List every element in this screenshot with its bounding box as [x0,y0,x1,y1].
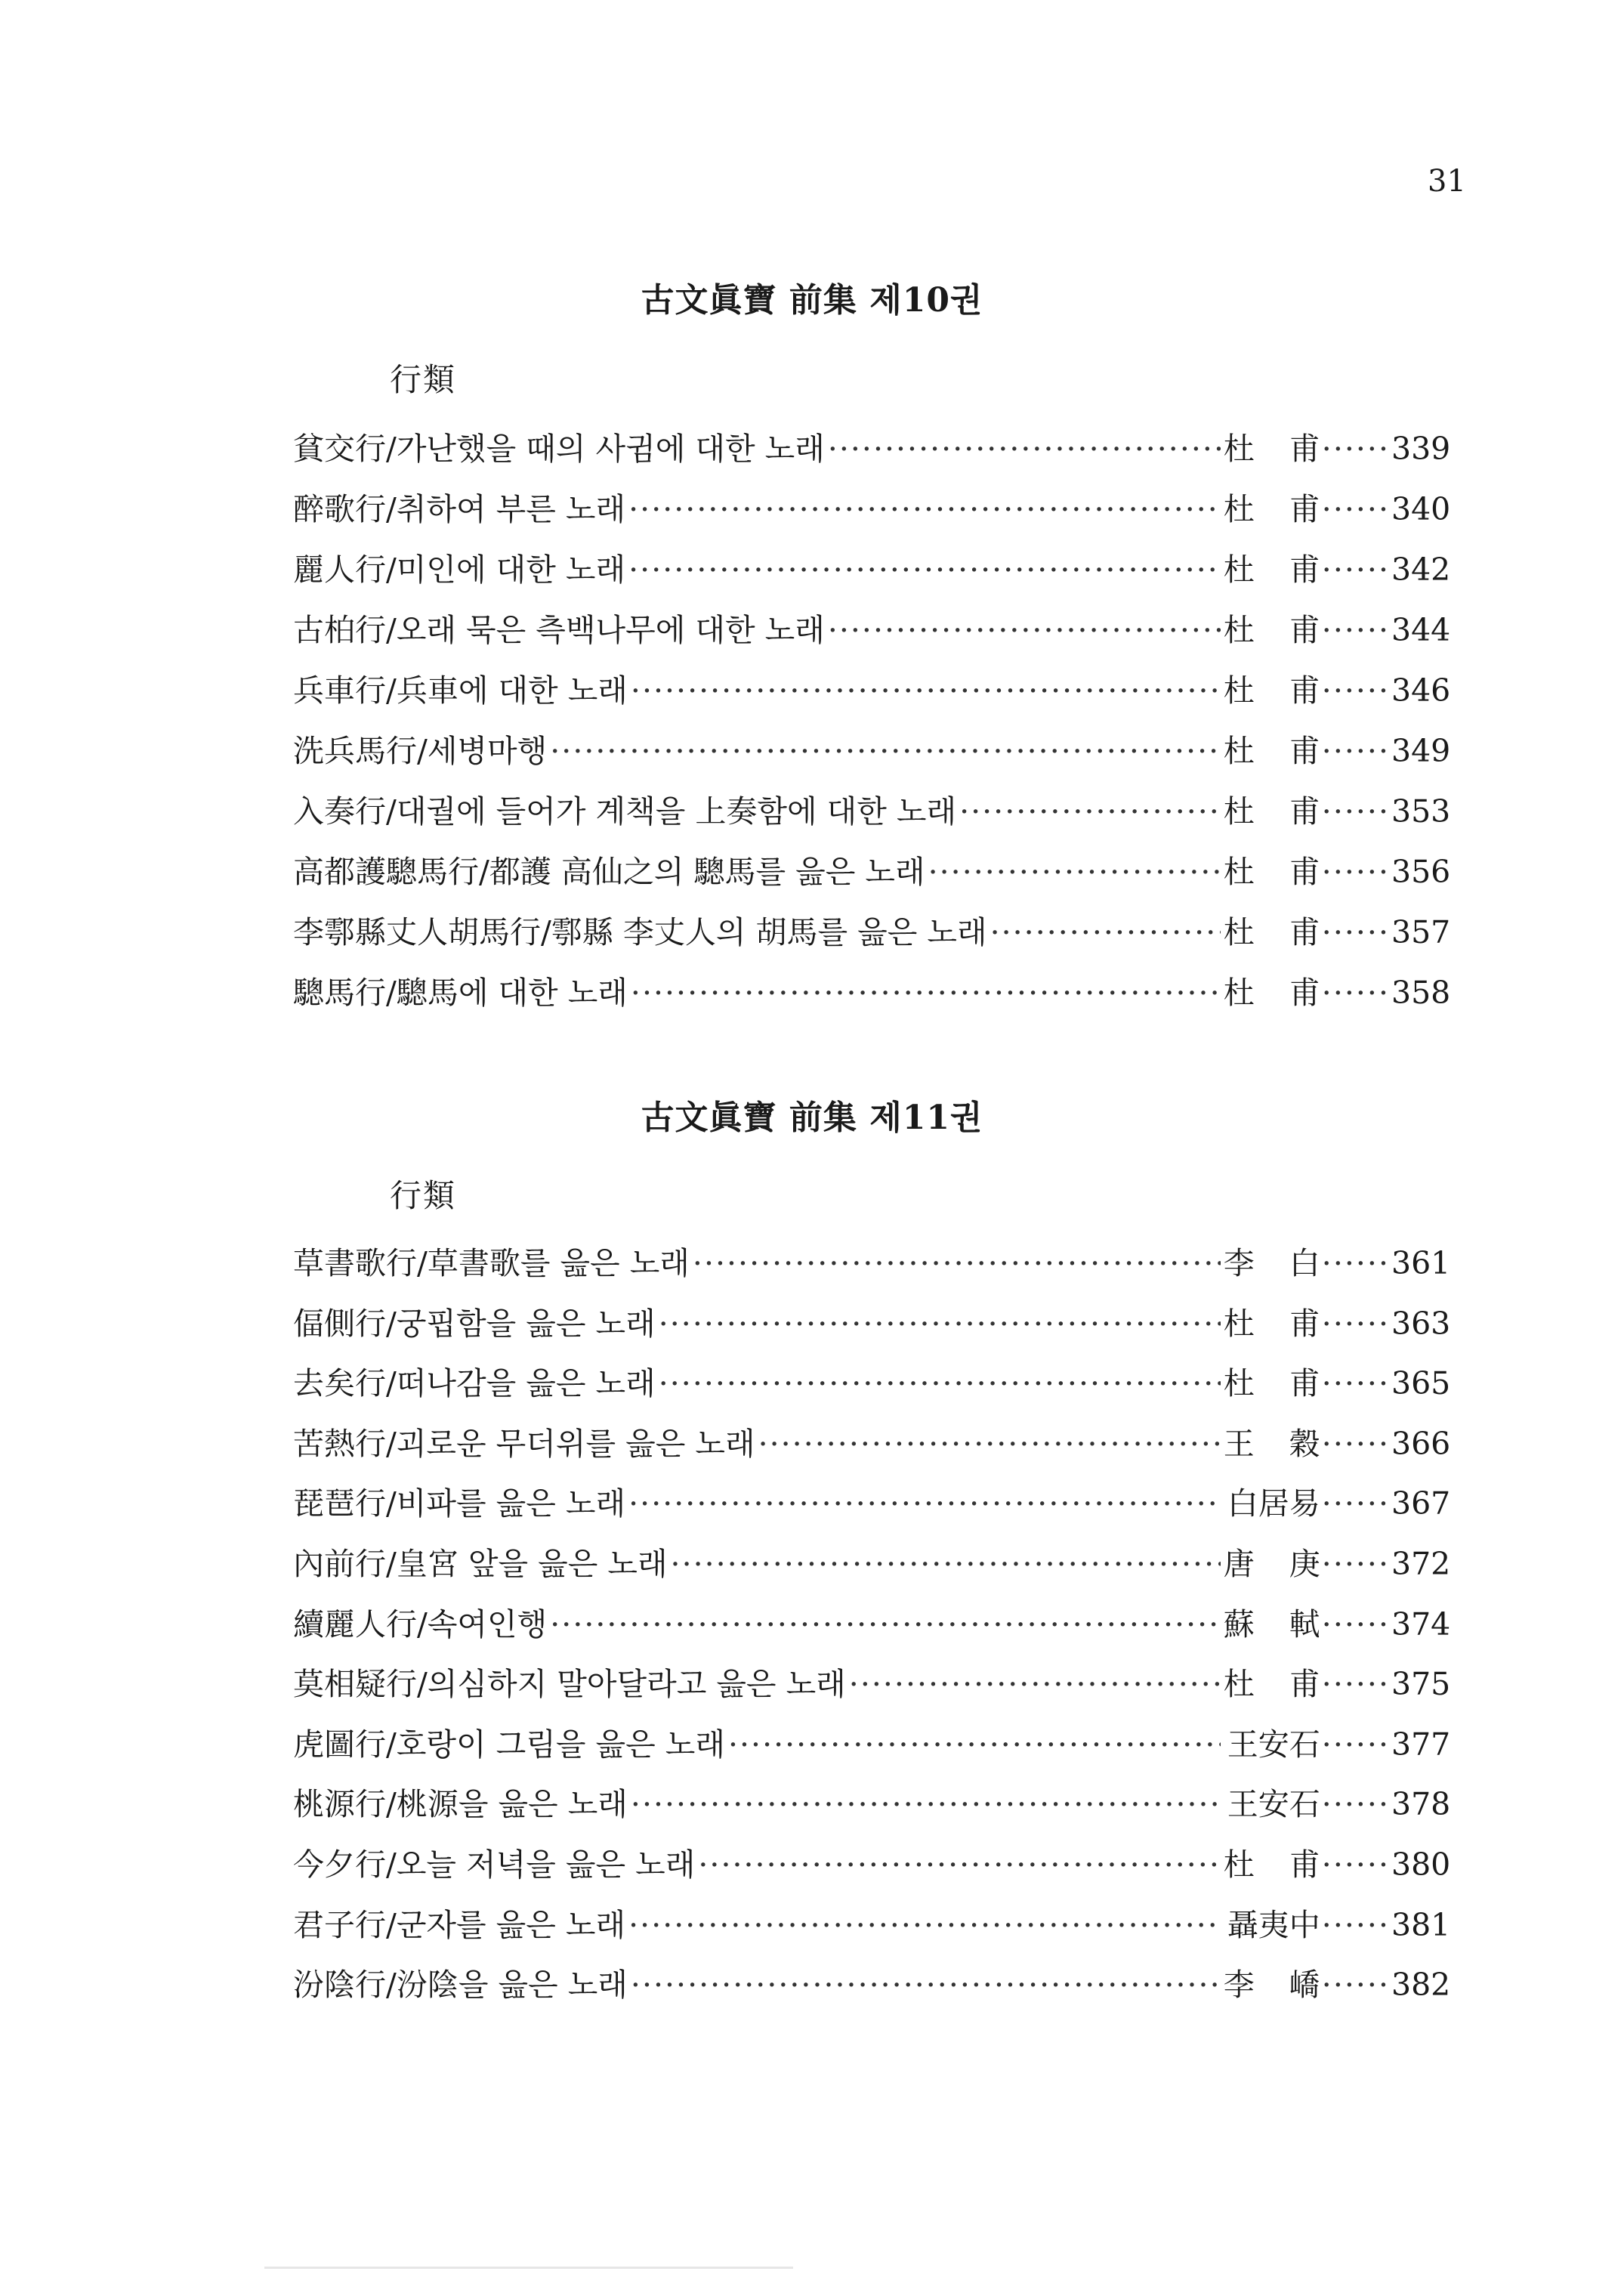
entry-page-number: 349 [1391,733,1451,769]
leader-dots [628,1482,1221,1525]
author-char: 甫 [1289,612,1320,648]
entry-title: 苦熱行/괴로운 무더위를 읊은 노래 [293,1426,755,1462]
entry-page-number: 367 [1391,1485,1451,1522]
entry-page-number: 356 [1391,854,1451,890]
author-char: 甫 [1289,914,1320,950]
leader-dots [659,1303,1221,1345]
leader-dots [758,1423,1221,1465]
author-char: 杜 [1223,1666,1255,1702]
entry-page-number: 358 [1391,975,1451,1011]
leader-dots [631,1964,1221,2006]
author-char: 杜 [1223,431,1255,467]
leader-dots-short: ······ [1321,1726,1390,1763]
author-char: 李 [1223,1245,1255,1281]
entry-author [1224,1723,1320,1766]
leader-dots-short: ······ [1321,1306,1390,1342]
leader-dots [550,730,1221,772]
toc-entry [293,1423,1451,1465]
leader-dots-short: ······ [1321,975,1390,1011]
section-title-vol10: 古文眞寶 前集 제10권 [641,281,983,320]
leader-dots-short: ······ [1321,793,1390,830]
entry-page-number: 342 [1391,552,1451,588]
toc-entry [293,1603,1451,1646]
entry-title: 麗人行/미인에 대한 노래 [293,552,626,588]
toc-entry [293,1303,1451,1345]
toc-entry [293,1543,1451,1585]
entry-author [1224,851,1320,893]
toc-entry [293,1843,1451,1886]
entry-page-number: 353 [1391,793,1451,830]
author-char: 杜 [1223,914,1255,950]
entry-page-number: 361 [1391,1245,1451,1281]
leader-dots-short: ······ [1321,733,1390,769]
leader-dots-short: ······ [1321,672,1390,709]
author-char: 白 [1289,1245,1320,1281]
author-char: 甫 [1289,733,1320,769]
author-char: 蘇 [1223,1606,1255,1642]
entry-page-number: 366 [1391,1426,1451,1462]
toc-entry [293,549,1451,591]
author-char: 嶠 [1289,1967,1320,2003]
author-char: 甫 [1289,975,1320,1011]
author-char: 甫 [1289,431,1320,467]
author-char: 杜 [1223,612,1255,648]
leader-dots-short: ······ [1321,914,1390,950]
leader-dots-short: ······ [1321,1666,1390,1702]
author-char: 王 [1223,1426,1255,1462]
leader-dots [828,609,1221,651]
leader-dots-short: ······ [1321,1546,1390,1582]
entry-page-number: 363 [1391,1306,1451,1342]
entry-author [1224,1603,1320,1646]
leader-dots-short: ······ [1321,431,1390,467]
entry-title: 入奏行/대궐에 들어가 계책을 上奏함에 대한 노래 [293,793,957,830]
author-char: 王安石 [1227,1726,1320,1763]
toc-entry [293,609,1451,651]
author-char: 唐 [1223,1546,1255,1582]
category-label-vol11: 行類 [390,1177,457,1214]
author-char: 穀 [1289,1426,1320,1462]
entry-title: 今夕行/오늘 저녁을 읊은 노래 [293,1846,696,1883]
section-title-vol11: 古文眞寶 前集 제11권 [641,1099,983,1137]
leader-dots-short: ······ [1321,1485,1390,1522]
leader-dots-short: ······ [1321,1365,1390,1401]
leader-dots-short: ······ [1321,1907,1390,1943]
entry-title: 莫相疑行/의심하지 말아달라고 읊은 노래 [293,1666,846,1702]
leader-dots [828,428,1221,470]
entry-page-number: 340 [1391,491,1451,527]
author-char: 白居易 [1227,1485,1320,1522]
author-char: 甫 [1289,1306,1320,1342]
toc-entry [293,1783,1451,1825]
entry-author [1224,1362,1320,1405]
toc-entry [293,1482,1451,1525]
author-char: 杜 [1223,1306,1255,1342]
author-char: 軾 [1289,1606,1320,1642]
author-char: 杜 [1223,1846,1255,1883]
author-char: 杜 [1223,793,1255,830]
category-label-vol10: 行類 [390,361,457,398]
entry-title: 汾陰行/汾陰을 읊은 노래 [293,1967,628,2003]
author-char: 杜 [1223,672,1255,709]
entry-author [1224,549,1320,591]
author-char: 甫 [1289,1666,1320,1702]
leader-dots [550,1603,1221,1646]
leader-dots [628,1904,1221,1946]
leader-dots-short: ······ [1321,1426,1390,1462]
entry-author [1224,1242,1320,1284]
entry-title: 高都護驄馬行/都護 高仙之의 驄馬를 읊은 노래 [293,854,925,890]
leader-dots [849,1663,1221,1705]
leader-dots-short: ······ [1321,854,1390,890]
entry-title: 偪側行/궁핍함을 읊은 노래 [293,1306,656,1342]
entry-title: 虎圖行/호랑이 그림을 읊은 노래 [293,1726,725,1763]
entry-title: 李鄠縣丈人胡馬行/鄠縣 李丈人의 胡馬를 읊은 노래 [293,914,987,950]
leader-dots-short: ······ [1321,552,1390,588]
author-char: 王安石 [1227,1786,1320,1822]
entry-title: 琵琶行/비파를 읊은 노래 [293,1485,626,1522]
entry-title: 去矣行/떠나감을 읊은 노래 [293,1365,656,1401]
toc-entry [293,790,1451,833]
author-char: 甫 [1289,552,1320,588]
leader-dots [628,549,1221,591]
author-char: 李 [1223,1967,1255,2003]
entry-page-number: 382 [1391,1967,1451,2003]
leader-dots-short: ······ [1321,1786,1390,1822]
leader-dots-short: ······ [1321,1245,1390,1281]
leader-dots [728,1723,1221,1766]
author-char: 聶夷中 [1227,1907,1320,1943]
entry-title: 內前行/皇宮 앞을 읊은 노래 [293,1546,668,1582]
entry-title: 醉歌行/취하여 부른 노래 [293,491,626,527]
leader-dots-short: ······ [1321,612,1390,648]
entry-author [1224,972,1320,1014]
entry-author [1224,1663,1320,1705]
toc-entry [293,972,1451,1014]
toc-entry [293,1242,1451,1284]
toc-entry [293,1362,1451,1405]
toc-entry [293,1904,1451,1946]
toc-entry [293,428,1451,470]
leader-dots [631,1783,1221,1825]
author-char: 甫 [1289,1846,1320,1883]
entry-page-number: 378 [1391,1786,1451,1822]
leader-dots [671,1543,1221,1585]
entry-author [1224,1843,1320,1886]
leader-dots [631,669,1221,712]
entry-title: 君子行/군자를 읊은 노래 [293,1907,626,1943]
leader-dots [928,851,1221,893]
scan-artifact [264,2267,793,2269]
author-char: 杜 [1223,854,1255,890]
entry-page-number: 346 [1391,672,1451,709]
entry-title: 貧交行/가난했을 때의 사귐에 대한 노래 [293,431,825,467]
author-char: 甫 [1289,793,1320,830]
leader-dots [659,1362,1221,1405]
leader-dots [959,790,1221,833]
entry-author [1224,1904,1320,1946]
entry-author [1224,488,1320,530]
leader-dots-short: ······ [1321,1606,1390,1642]
toc-entry [293,669,1451,712]
toc-entry [293,1663,1451,1705]
entry-title: 續麗人行/속여인행 [293,1606,548,1642]
author-char: 甫 [1289,672,1320,709]
author-char: 甫 [1289,854,1320,890]
author-char: 甫 [1289,1365,1320,1401]
entry-page-number: 372 [1391,1546,1451,1582]
toc-entry [293,1964,1451,2006]
toc-entry [293,1723,1451,1766]
entry-page-number: 365 [1391,1365,1451,1401]
toc-entry [293,911,1451,953]
entry-author [1224,1482,1320,1525]
leader-dots [990,911,1221,953]
entry-title: 兵車行/兵車에 대한 노래 [293,672,628,709]
author-char: 庚 [1289,1546,1320,1582]
entry-page-number: 357 [1391,914,1451,950]
entry-page-number: 380 [1391,1846,1451,1883]
entry-author [1224,669,1320,712]
entry-author [1224,609,1320,651]
author-char: 杜 [1223,975,1255,1011]
author-char: 甫 [1289,491,1320,527]
leader-dots [693,1242,1221,1284]
author-char: 杜 [1223,491,1255,527]
toc-entry [293,851,1451,893]
leader-dots [631,972,1221,1014]
toc-entry [293,488,1451,530]
leader-dots-short: ······ [1321,1967,1390,2003]
entry-author [1224,1783,1320,1825]
entry-author [1224,1964,1320,2006]
entry-author [1224,428,1320,470]
page-number: 31 [1428,164,1466,199]
entry-page-number: 339 [1391,431,1451,467]
entry-title: 古柏行/오래 묵은 측백나무에 대한 노래 [293,612,825,648]
author-char: 杜 [1223,1365,1255,1401]
leader-dots [628,488,1221,530]
entry-page-number: 381 [1391,1907,1451,1943]
entry-author [1224,1543,1320,1585]
entry-page-number: 375 [1391,1666,1451,1702]
entry-page-number: 377 [1391,1726,1451,1763]
entry-title: 洗兵馬行/세병마행 [293,733,548,769]
entry-author [1224,1423,1320,1465]
entry-title: 桃源行/桃源을 읊은 노래 [293,1786,628,1822]
entry-author [1224,790,1320,833]
author-char: 杜 [1223,733,1255,769]
entry-title: 草書歌行/草書歌를 읊은 노래 [293,1245,690,1281]
entry-page-number: 344 [1391,612,1451,648]
toc-entry [293,730,1451,772]
author-char: 杜 [1223,552,1255,588]
leader-dots-short: ······ [1321,1846,1390,1883]
leader-dots-short: ······ [1321,491,1390,527]
leader-dots [698,1843,1220,1886]
entry-author [1224,730,1320,772]
entry-author [1224,1303,1320,1345]
entry-title: 驄馬行/驄馬에 대한 노래 [293,975,628,1011]
entry-author [1224,911,1320,953]
entry-page-number: 374 [1391,1606,1451,1642]
